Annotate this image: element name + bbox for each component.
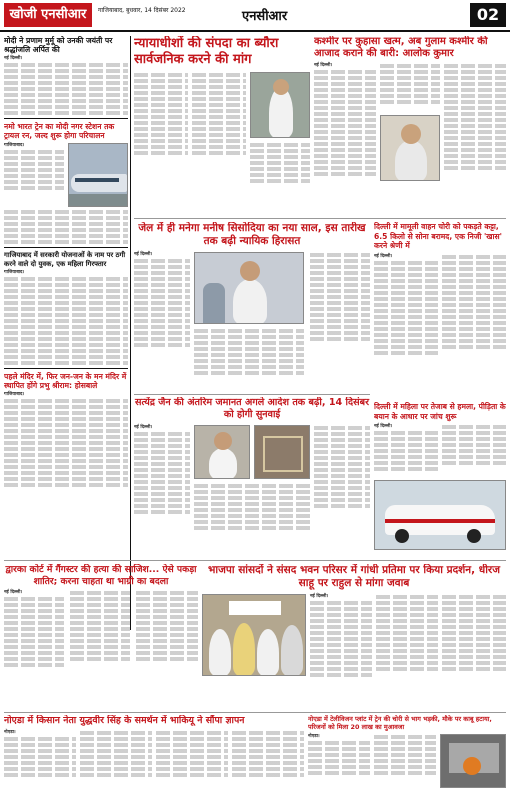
story-dateline: नई दिल्ली। bbox=[134, 252, 153, 257]
headline-murmu: मोदी ने प्रणाम मुर्मू को उनकी जयंती पर श्रद्धांजलि अर्पित की bbox=[4, 36, 113, 54]
story-text-col2 bbox=[70, 590, 130, 663]
headline-fraud: गाजियाबाद में सरकारी योजनाओं के नाम पर ठगी करने वाले दो युवक, एक महिला गिरफ्तार bbox=[4, 251, 126, 268]
story-dateline: नई दिल्ली। bbox=[374, 424, 393, 429]
story-text bbox=[374, 424, 438, 473]
story-delhi-crime bbox=[374, 222, 506, 400]
headline-namo-bharat: नमो भारत ट्रेन का मोदी नगर स्टेशन तक ट्रायल रन, जल्द शुरू होगा परिचालन bbox=[4, 122, 115, 141]
story-kashmir bbox=[314, 36, 506, 216]
story-text bbox=[134, 252, 190, 349]
story-bjp-protest bbox=[202, 564, 506, 710]
story-text bbox=[134, 72, 188, 157]
court-photo bbox=[254, 425, 310, 479]
story-fraud bbox=[4, 251, 128, 365]
story-text-mid bbox=[194, 483, 310, 532]
story-text bbox=[4, 392, 128, 487]
story-text bbox=[374, 254, 438, 357]
story-text bbox=[4, 56, 128, 115]
main-headline: न्यायाधीशों की संपदा का ब्यौरा सार्वजनिक करने की मांग bbox=[134, 36, 279, 67]
story-dateline: गाजियाबाद। bbox=[4, 392, 25, 398]
story-dateline: गाजियाबाद। bbox=[4, 270, 25, 276]
story-noida-kisan bbox=[4, 715, 304, 797]
story-text-col3 bbox=[310, 252, 370, 343]
story-text-col3 bbox=[156, 730, 228, 779]
story-namo-bharat bbox=[4, 122, 128, 244]
story-text-col2 bbox=[192, 72, 246, 157]
headline-delhi-women: दिल्ली में महिला पर तेजाब से हमला, पीड़िता के बयान के आधार पर जांच शुरू bbox=[374, 402, 506, 421]
story-satyendra-jain bbox=[134, 397, 370, 557]
story-text-col3 bbox=[250, 142, 310, 185]
brand-logo: खोजी एनसीआर bbox=[4, 3, 92, 27]
headline-delhi-crime: दिल्ली में मामूली वाहन चोरी को पकड़ते कट्टा, 6.5 किलो से सोना बरामद, एक निजी 'खास' करने श्रेणी में bbox=[374, 222, 502, 250]
story-dateline: नई दिल्ली। bbox=[314, 63, 333, 68]
story-hosabale bbox=[4, 372, 128, 487]
headline-dwarka: द्वारका कोर्ट में गैंगस्टर की हत्या की साजिश... ऐसे पकड़ा शातिर; करना चाहता था भाग्री का बदला bbox=[5, 564, 197, 587]
story-sisodia bbox=[134, 222, 370, 392]
story-text-col4 bbox=[232, 730, 304, 779]
sisodia-photo bbox=[194, 252, 304, 324]
story-text-col3 bbox=[442, 594, 506, 673]
headline-bjp-protest: भाजपा सांसदों ने संसद भवन परिसर में गांधी प्रतिमा पर किया प्रदर्शन, धीरज साहू पर राहुल से मांगा जवाब bbox=[207, 564, 501, 589]
masthead bbox=[0, 0, 510, 32]
story-text-col3 bbox=[444, 63, 506, 172]
story-text-col3 bbox=[314, 425, 370, 510]
story-dateline: नई दिल्ली। bbox=[310, 594, 329, 599]
story-text bbox=[4, 730, 76, 779]
headline-noida-kisan: नोएडा में किसान नेता युद्धवीर सिंह के समर्थन में भाकियू ने सौंपा ज्ञापन bbox=[4, 715, 245, 726]
factory-fire-photo bbox=[440, 734, 506, 788]
story-text-col2 bbox=[380, 63, 440, 106]
story-text bbox=[4, 143, 64, 192]
headline-sisodia: जेल में ही मनेगा मनीष सिसोदिया का नया साल, इस तारीख तक बढ़ी न्यायिक हिरासत bbox=[138, 222, 366, 247]
section-title: एनसीआर bbox=[242, 9, 288, 24]
headline-noida-fire: नोएडा में टेलीविजन प्लांट में ट्रेन की चोरी से भाग भड़की, मौके पर काबू हटाया, परिजनों को मिला 20 लाख का मुआवजा bbox=[308, 715, 492, 731]
satyendra-jain-photo bbox=[194, 425, 250, 479]
story-text-cont bbox=[4, 210, 128, 244]
headline-satyendra-jain: सत्येंद्र जैन की अंतरिम जमानत अगले आदेश तक बढ़ी, 14 दिसंबर को होगी सुनवाई bbox=[134, 397, 370, 420]
story-dateline: नई दिल्ली। bbox=[4, 56, 23, 61]
story-text-col2 bbox=[442, 424, 506, 467]
story-text-col2 bbox=[374, 734, 436, 777]
story-dateline: नोएडा। bbox=[4, 730, 16, 735]
headline-kashmir: कश्मीर पर कुहासा खत्म, अब गुलाम कश्मीर की आजाद कराने की बारी: आलोक कुमार bbox=[314, 36, 488, 59]
story-text bbox=[4, 270, 128, 365]
story-text bbox=[308, 734, 370, 777]
story-text-col3 bbox=[136, 590, 198, 663]
story-dateline: नोएडा। bbox=[308, 734, 320, 739]
train-photo bbox=[68, 143, 128, 207]
story-text bbox=[134, 425, 190, 516]
story-text-col2 bbox=[80, 730, 152, 779]
story-dateline: गाजियाबाद। bbox=[4, 143, 25, 149]
story-text-col2 bbox=[442, 254, 506, 351]
police-car-photo bbox=[374, 480, 506, 550]
story-text bbox=[310, 594, 372, 679]
story-dateline: नई दिल्ली। bbox=[374, 253, 393, 259]
story-noida-fire bbox=[308, 715, 506, 797]
story-delhi-women bbox=[374, 402, 506, 562]
parliament-photo bbox=[250, 72, 310, 138]
story-dateline: नई दिल्ली। bbox=[4, 590, 23, 595]
story-text-mid bbox=[194, 328, 304, 377]
story-text bbox=[4, 590, 64, 669]
story-dwarka bbox=[4, 564, 198, 710]
headline-hosabale: पहले मंदिर में, फिर जन-जन के मन मंदिर में स्थापित होंगे प्रभु श्रीराम: होसबाले bbox=[4, 372, 127, 391]
page-number: 02 bbox=[470, 3, 506, 27]
left-column bbox=[4, 36, 128, 630]
story-text bbox=[314, 63, 376, 178]
alok-kumar-photo bbox=[380, 115, 440, 181]
story-text-col2 bbox=[376, 594, 438, 673]
story-judges-assets bbox=[134, 36, 310, 216]
story-murmu bbox=[4, 36, 128, 115]
story-dateline: नई दिल्ली। bbox=[134, 425, 153, 430]
date-line: गाजियाबाद, बुधवार, 14 दिसंबर 2022 bbox=[98, 7, 186, 14]
protest-photo bbox=[202, 594, 306, 676]
